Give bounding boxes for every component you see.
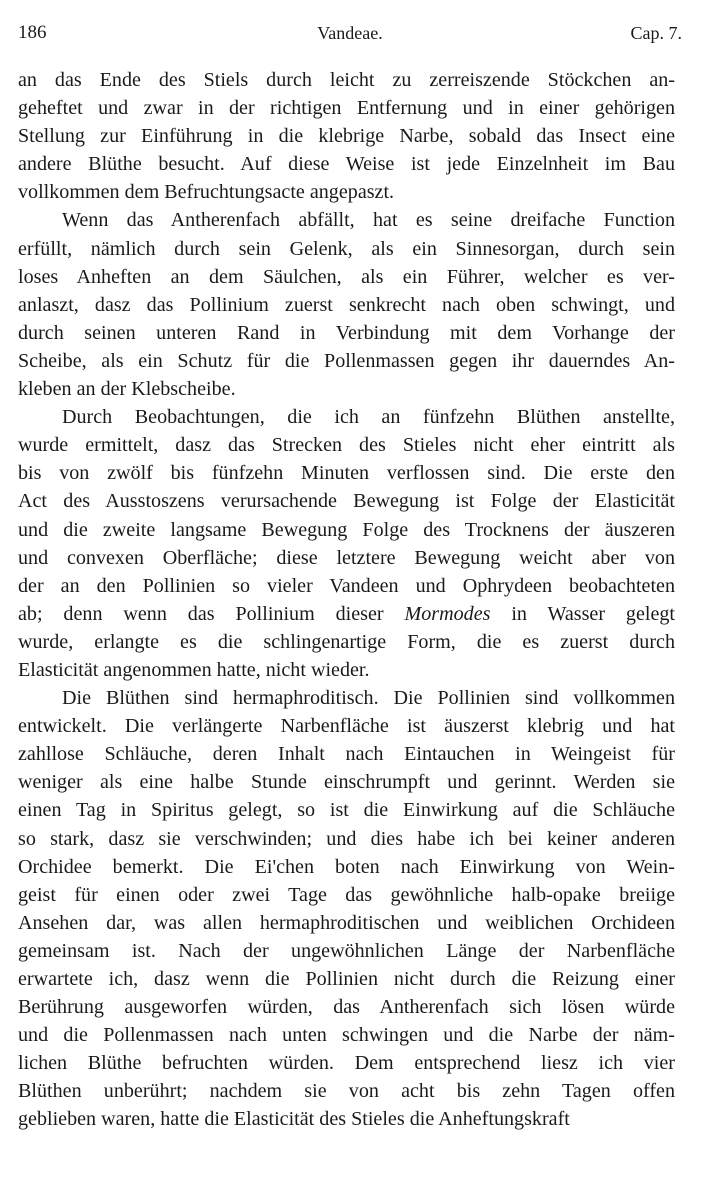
- text-line: loses Anheften an dem Säulchen, als ein Führer, welcher es ver-: [18, 265, 675, 288]
- text-line: bis von zwölf bis fünfzehn Minuten verflossen sind. Die erste den: [18, 462, 675, 485]
- text-line: Blüthen unberührt; nachdem sie von acht bis zehn Tagen offen: [18, 1080, 675, 1103]
- text-line: zahllose Schläuche, deren Inhalt nach Eintauchen in Weingeist für: [18, 743, 675, 766]
- text-line: der an den Pollinien so vieler Vandeen und Ophrydeen beobachteten: [18, 574, 675, 597]
- text-line: Orchidee bemerkt. Die Ei'chen boten nach Einwirkung von Wein-: [18, 855, 675, 878]
- text-line: ab; denn wenn das Pollinium dieser Mormodes in Wasser gelegt: [18, 602, 675, 625]
- text-line: Berührung ausgeworfen würden, das Antherenfach sich lösen würde: [18, 996, 675, 1019]
- paragraph: [18, 206, 675, 403]
- page-number: 186: [18, 22, 47, 43]
- text-line: geist für einen oder zwei Tage das gewöhnliche halb-opake breiige: [18, 883, 675, 906]
- text-line: an das Ende des Stiels durch leicht zu zerreiszende Stöckchen an-: [18, 69, 675, 91]
- text-line: vollkommen dem Befruchtungsacte angepaszt.: [18, 181, 395, 204]
- text-line: anlaszt, dasz das Pollinium zuerst senkrecht nach oben schwingt, und: [18, 293, 675, 316]
- text-line: wurde, erlangte es die schlingenartige Form, die es zuerst durch: [18, 630, 675, 653]
- text-line: lichen Blüthe befruchten würden. Dem entsprechend liesz ich vier: [18, 1052, 675, 1075]
- text-line: Durch Beobachtungen, die ich an fünfzehn Blüthen anstellte,: [62, 406, 675, 429]
- text-line: einen Tag in Spiritus gelegt, so ist die Einwirkung auf die Schläuche: [18, 799, 675, 822]
- paragraph: [18, 684, 675, 1134]
- body-text: [18, 66, 675, 1134]
- page-header: [18, 18, 682, 48]
- text-line: Scheibe, als ein Schutz für die Pollenmassen gegen ihr dauerndes An-: [18, 349, 675, 372]
- text-line: durch seinen unteren Rand in Verbindung mit dem Vorhange der: [18, 321, 675, 344]
- text-line: Wenn das Antherenfach abfällt, hat es seine dreifache Function: [62, 209, 675, 232]
- text-line: und die zweite langsame Bewegung Folge des Trocknens der äuszeren: [18, 518, 675, 541]
- paragraph: [18, 403, 675, 684]
- text-line: andere Blüthe besucht. Auf diese Weise ist jede Einzelnheit im Bau: [18, 153, 675, 176]
- chapter-label: Cap. 7.: [630, 23, 682, 43]
- text-line: erfüllt, nämlich durch sein Gelenk, als ein Sinnesorgan, durch sein: [18, 237, 675, 260]
- text-line: und die Pollenmassen nach unten schwingen und die Narbe der näm-: [18, 1024, 675, 1047]
- text-line: wurde ermittelt, dasz das Strecken des Stieles nicht eher eintritt als: [18, 434, 675, 457]
- text-line: weniger als eine halbe Stunde einschrumpft und gerinnt. Werden sie: [18, 771, 675, 794]
- text-line: entwickelt. Die verlängerte Narbenfläche ist äuszerst klebrig und hat: [18, 715, 675, 738]
- text-line: Die Blüthen sind hermaphroditisch. Die Pollinien sind vollkommen: [62, 687, 675, 710]
- text-line: und convexen Oberfläche; diese letztere Bewegung weicht aber von: [18, 546, 675, 569]
- text-line: kleben an der Klebscheibe.: [18, 378, 236, 401]
- text-line: Ansehen dar, was allen hermaphroditischen und weiblichen Orchideen: [18, 911, 675, 934]
- text-line: geblieben waren, hatte die Elasticität des Stieles die Anheftungskraft: [18, 1108, 570, 1131]
- running-title: Vandeae.: [317, 23, 383, 43]
- text-line: Stellung zur Einführung in die klebrige Narbe, sobald das Insect eine: [18, 125, 675, 148]
- text-line: geheftet und zwar in der richtigen Entfernung und in einer gehörigen: [18, 97, 675, 120]
- text-line: so stark, dasz sie verschwinden; und dies habe ich bei keiner anderen: [18, 827, 675, 850]
- text-line: Act des Ausstoszens verursachende Bewegung ist Folge der Elasticität: [18, 490, 675, 513]
- paragraph: [18, 66, 675, 206]
- text-line: gemeinsam ist. Nach der ungewöhnlichen Länge der Narbenfläche: [18, 939, 675, 962]
- text-line: Elasticität angenommen hatte, nicht wieder.: [18, 658, 370, 681]
- text-line: erwartete ich, dasz wenn die Pollinien nicht durch die Reizung einer: [18, 968, 675, 990]
